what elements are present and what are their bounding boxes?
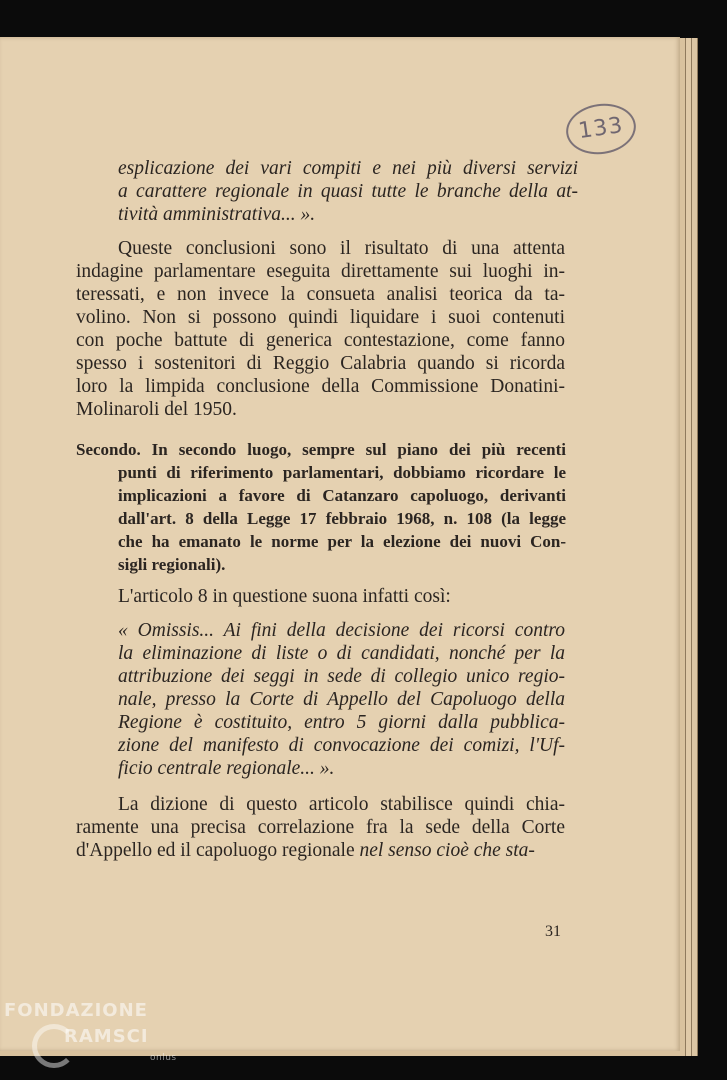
watermark-text: onlus xyxy=(150,1053,177,1063)
text-line: tività amministrativa... ». xyxy=(118,204,316,225)
text-line: teressati, e non invece la consueta analisi teorica da ta- xyxy=(76,284,565,305)
quote-line: zione del manifesto di convocazione dei comizi, l'Uf- xyxy=(118,735,565,756)
text-line: La dizione di questo articolo stabilisce quindi chia- xyxy=(118,794,565,815)
text-line xyxy=(76,839,565,862)
text-line: indagine parlamentare eseguita direttamente sui luoghi in- xyxy=(76,261,565,282)
watermark-text: RAMSCI xyxy=(64,1026,149,1047)
text-line: L'articolo 8 in questione suona infatti così: xyxy=(118,586,451,607)
quote-line: la eliminazione di liste o di candidati, nonché per la xyxy=(118,643,565,664)
text-line: punti di riferimento parlamentari, dobbiamo ricordare le xyxy=(118,463,566,482)
text-line: con poche battute di generica contestazione, come fanno xyxy=(76,330,565,351)
text-run-italic: nel senso cioè che sta- xyxy=(359,840,535,861)
text-line: volino. Non si possono quindi liquidare i suoi contenuti xyxy=(76,307,565,328)
text-line: ramente una precisa correlazione fra la sede della Corte xyxy=(76,817,565,838)
text-line: loro la limpida conclusione della Commissione Donatini- xyxy=(76,376,565,397)
quote-line: nale, presso la Corte di Appello del Capoluogo della xyxy=(118,689,565,710)
text-line: spesso i sostenitori di Reggio Calabria quando si ricorda xyxy=(76,353,565,374)
text-run: d'Appello ed il capoluogo regionale xyxy=(76,840,360,861)
page-number: 31 xyxy=(545,923,561,940)
text-line: implicazioni a favore di Catanzaro capoluogo, derivanti xyxy=(118,486,566,505)
text-line: sigli regionali). xyxy=(118,555,226,574)
quote-line: attribuzione dei seggi in sede di collegio unico regio- xyxy=(118,666,565,687)
watermark-text: FONDAZIONE xyxy=(4,1000,148,1021)
text-line: Molinaroli del 1950. xyxy=(76,399,237,420)
text-line: che ha emanato le norme per la elezione dei nuovi Con- xyxy=(118,532,566,551)
text-line: esplicazione dei vari compiti e nei più diversi servizi xyxy=(118,158,578,179)
text-line: Queste conclusioni sono il risultato di una attenta xyxy=(118,238,565,259)
quote-line: ficio centrale regionale... ». xyxy=(118,758,335,779)
book-page xyxy=(0,37,680,1051)
text-line: dall'art. 8 della Legge 17 febbraio 1968, n. 108 (la legge xyxy=(118,509,566,528)
section-heading-line: Secondo. In secondo luogo, sempre sul piano dei più recenti xyxy=(76,440,566,459)
archive-watermark xyxy=(4,1000,194,1080)
text-line: a carattere regionale in quasi tutte le branche della at- xyxy=(118,181,578,202)
quote-line: Regione è costituito, entro 5 giorni dalla pubblica- xyxy=(118,712,565,733)
quote-line: « Omissis... Ai fini della decisione dei ricorsi contro xyxy=(118,620,565,641)
archive-stamp-number: 133 xyxy=(563,99,639,158)
